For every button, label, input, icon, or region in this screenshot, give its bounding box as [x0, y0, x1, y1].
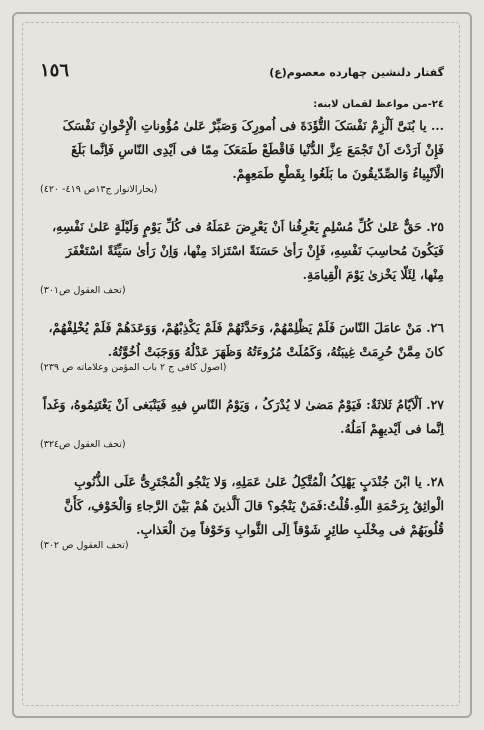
hadith-text: ... یا بُنَیَّ اَلْزِمْ نَفْسَکَ التُّؤَدَةَ فی اُمورِکَ وَصَبِّرْ عَلیٰ مُؤُوناتِ الْإِخْوانِ نَفْسَکَ فَإِنْ اَرَدْتَ اَنْ تَجْمَعَ عِزَّ الدُّنْیا فَاقْطَعْ طَمَعَکَ مِمّا فی اَیْدِی النّاسِ فَاِنَّما بَلَغَ الْاَنْبِیاءُ وَالصِّدّیقُونَ ما بَلَغُوا بِقَطْعِ طَمَعِهِمْ.	[62, 118, 444, 181]
page-header	[40, 60, 444, 81]
hadith-heading: ٢٤-من مواعظ لقمان لابنه:	[313, 99, 444, 110]
hadith-24	[40, 99, 444, 195]
hadith-27	[40, 393, 444, 450]
hadith-26	[40, 316, 444, 373]
hadith-source: (تحف العقول ص٣٠١)	[40, 285, 126, 296]
hadith-source: (اصول کافی ج ٢ باب المؤمن وعلاماته ص ٢٣٩)	[40, 362, 227, 373]
hadith-28	[40, 470, 444, 551]
hadith-source: (تحف العقول ص٣٢٤)	[40, 439, 126, 450]
hadith-text: ٢٥. حَقٌّ عَلیٰ کُلِّ مُسْلِمٍ یَعْرِفُنا اَنْ یَعْرِضَ عَمَلَهُ فی کُلِّ یَوْمٍ وَلَیْلَةٍ عَلیٰ نَفْسِهِ، فَیَکُونَ مُحاسِبَ نَفْسِهِ، فَإِنْ رَأیٰ حَسَنَةً اسْتَزادَ مِنْها، وَاِنْ رَأیٰ سَیِّئَةً اسْتَغْفَرَ مِنْها، لِئَلّا یَخْزیٰ یَوْمَ الْقِیامَةِ.	[52, 219, 444, 282]
book-title: گفتار دلنشین چهارده معصوم(ع)	[269, 66, 444, 79]
page-content	[40, 60, 444, 710]
page-number: ١٥٦	[40, 60, 70, 81]
hadith-source: (تحف العقول ص ٣٠٢)	[40, 540, 129, 551]
hadith-text: ٢٨. یا ابْنَ جُنْدَبٍ یَهْلِکُ الْمُتَّکِلُ عَلیٰ عَمَلِهِ، وَلا یَنْجُو الْمُجْتَرِیُّ عَلَی الذُّنُوبِ الْواثِقُ بِرَحْمَةِ اللّٰهِ.قُلْتُ:فَمَنْ یَنْجُو؟ قالَ اَلَّذینَ هُمْ بَیْنَ الرَّجاءِ وَالْخَوْفِ، کَأَنَّ قُلُوبَهُمْ فی مِخْلَبِ طائِرٍ شَوْقاً اِلَی الثَّوابِ وَخَوْفاً مِنَ الْعَذابِ.	[63, 474, 444, 537]
hadith-source: (بحارالانوار ج١٣ص ٤١٩- ٤٢٠)	[40, 184, 158, 195]
hadith-text: ٢٦. مَنْ عامَلَ النّاسَ فَلَمْ یَظْلِمْهُمْ، وَحَدَّثَهُمْ فَلَمْ یَکْذِبْهُمْ، وَوَعَدَهُمْ فَلَمْ یُخْلِفْهُمْ، کانَ مِمَّنْ حُرِمَتْ غِیبَتُهُ، وَکَمُلَتْ مُرُوءَتُهُ وَظَهَرَ عَدْلُهُ وَوَجَبَتْ اُخُوَّتُهُ.	[48, 320, 444, 359]
hadith-text: ٢٧. اَلْاَیّامُ ثَلاثَةٌ: فَیَوْمٌ مَضیٰ لا یُدْرَکُ ، وَیَوْمُ النّاسِ فیهِ فَیَنْبَغی اَنْ یَغْتَنِمُوهُ، وَغَداً اِنَّما فی اَیْدیهِمْ اَمَلُهُ.	[42, 397, 444, 436]
hadith-25	[40, 215, 444, 296]
